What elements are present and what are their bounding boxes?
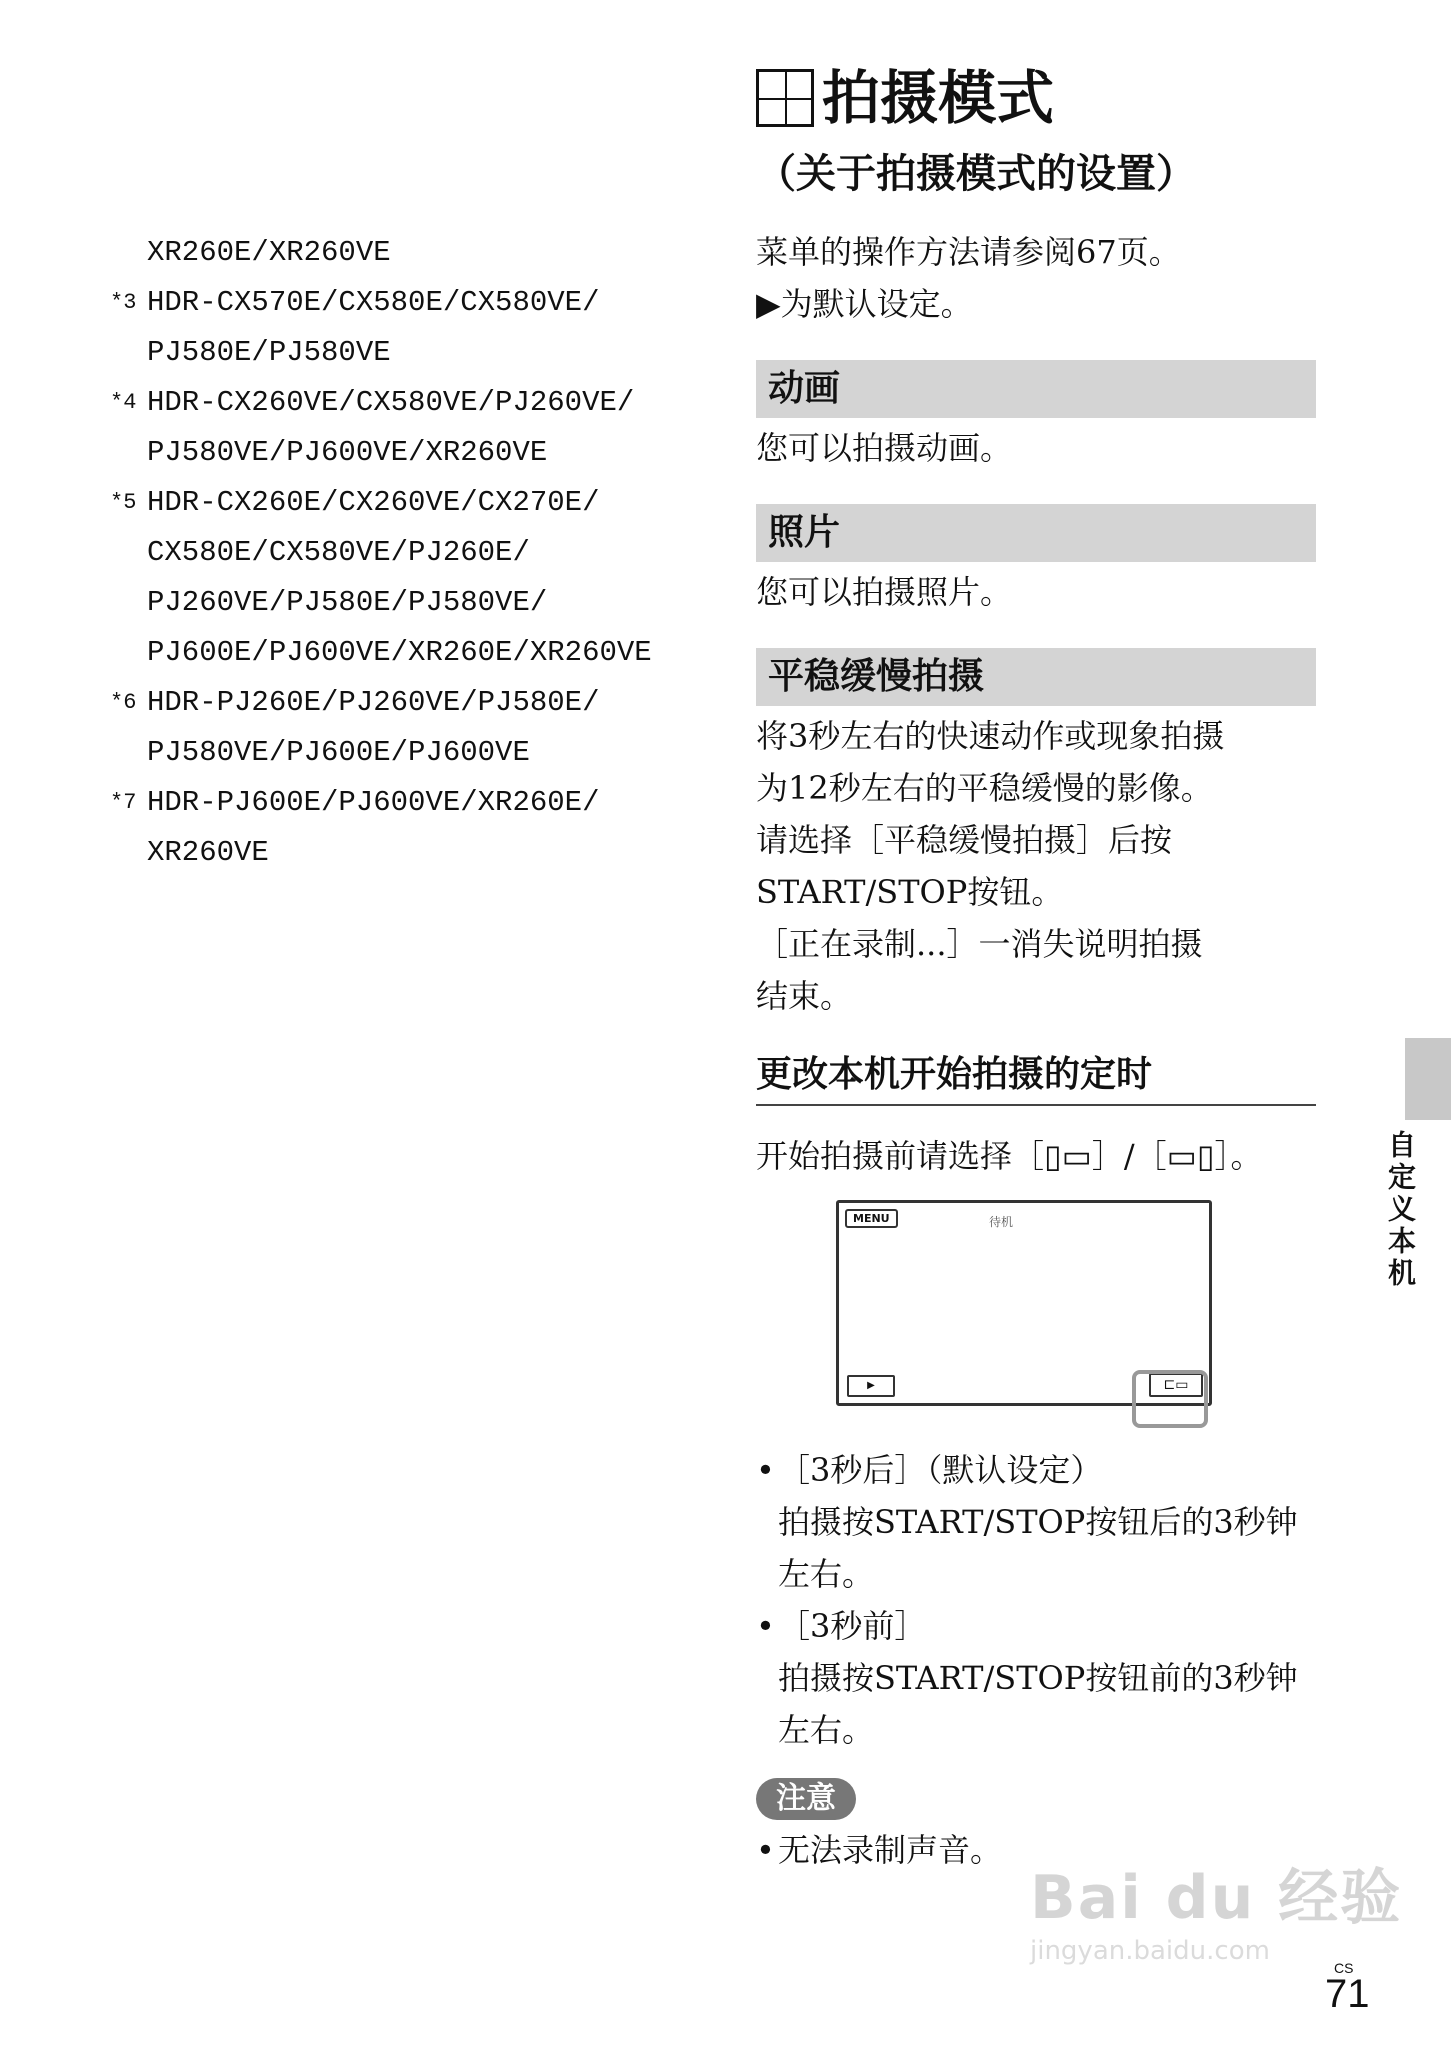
section-text-slow: 将3秒左右的快速动作或现象拍摄 为12秒左右的平稳缓慢的影像。 请选择［平稳缓慢拍摄］后按 START/STOP按钮。 ［正在录制...］一消失说明拍摄 结束。 [756,717,1225,1015]
footnote-line: XR260E/XR260VE [147,236,391,269]
watermark: Bai du 经验 jingyan.baidu.com [1030,1863,1403,1966]
intro-line: 菜单的操作方法请参阅67页。 [756,233,1181,271]
option-item: • ［3秒前］ 拍摄按START/STOP按钮前的3秒钟 左右。 [756,1607,1298,1749]
footnote-line: *4 HDR-CX260VE/CX580VE/PJ260VE/ [110,386,635,419]
chapter-label: 自定义本机 [1384,1130,1417,1290]
section-text-photo: 您可以拍摄照片。 [756,573,1013,611]
footnote-line: *5 HDR-CX260E/CX260VE/CX270E/ [110,486,600,519]
footnote-line: PJ580VE/PJ600E/PJ600VE [147,736,530,769]
footnote-line: PJ580E/PJ580VE [147,336,391,369]
default-note: ▶为默认设定。 [756,285,973,323]
footnote-line: PJ600E/PJ600VE/XR260E/XR260VE [147,636,652,669]
footnote-line: XR260VE [147,836,269,869]
timing-heading: 更改本机开始拍摄的定时 [756,1048,1316,1106]
section-heading-photo: 照片 [756,504,1316,562]
chapter-tab [1405,1038,1451,1120]
footnote-line: *7 HDR-PJ600E/PJ600VE/XR260E/ [110,786,600,819]
menu-button: MENU [845,1209,898,1228]
footnote-line: *6 HDR-PJ260E/PJ260VE/PJ580E/ [110,686,600,719]
play-icon: ▶ [847,1375,895,1397]
status-text: 待机 [989,1215,1014,1229]
footnote-line: *3 HDR-CX570E/CX580E/CX580VE/ [110,286,600,319]
main-content [756,58,1316,1876]
note-item: • 无法录制声音。 [756,1831,1003,1869]
option-item: • ［3秒后］（默认设定） 拍摄按START/STOP按钮后的3秒钟 左右。 [756,1451,1298,1593]
note-badge: 注意 [756,1778,856,1820]
timing-instruction: 开始拍摄前请选择［▯▭］/［▭▯］。 [756,1137,1263,1175]
page-code: CS [1334,1960,1354,1976]
shooting-mode-icon [756,69,814,127]
section-text-movie: 您可以拍摄动画。 [756,429,1013,467]
page-title: 拍摄模式 [756,58,1316,138]
section-heading-slow: 平稳缓慢拍摄 [756,648,1316,706]
footnote-line: PJ580VE/PJ600VE/XR260VE [147,436,548,469]
footnote-line: PJ260VE/PJ580E/PJ580VE/ [147,586,548,619]
camera-screen-illustration [836,1200,1226,1430]
model-footnotes [110,228,690,878]
page-subtitle: （关于拍摄模式的设置） [756,151,1196,197]
highlight-ring [1132,1370,1208,1428]
section-heading-movie: 动画 [756,360,1316,418]
self-timer-icon: ⊏▭ [1149,1373,1203,1397]
footnote-line: CX580E/CX580VE/PJ260E/ [147,536,530,569]
page-number: 71 [1325,1972,1370,2016]
